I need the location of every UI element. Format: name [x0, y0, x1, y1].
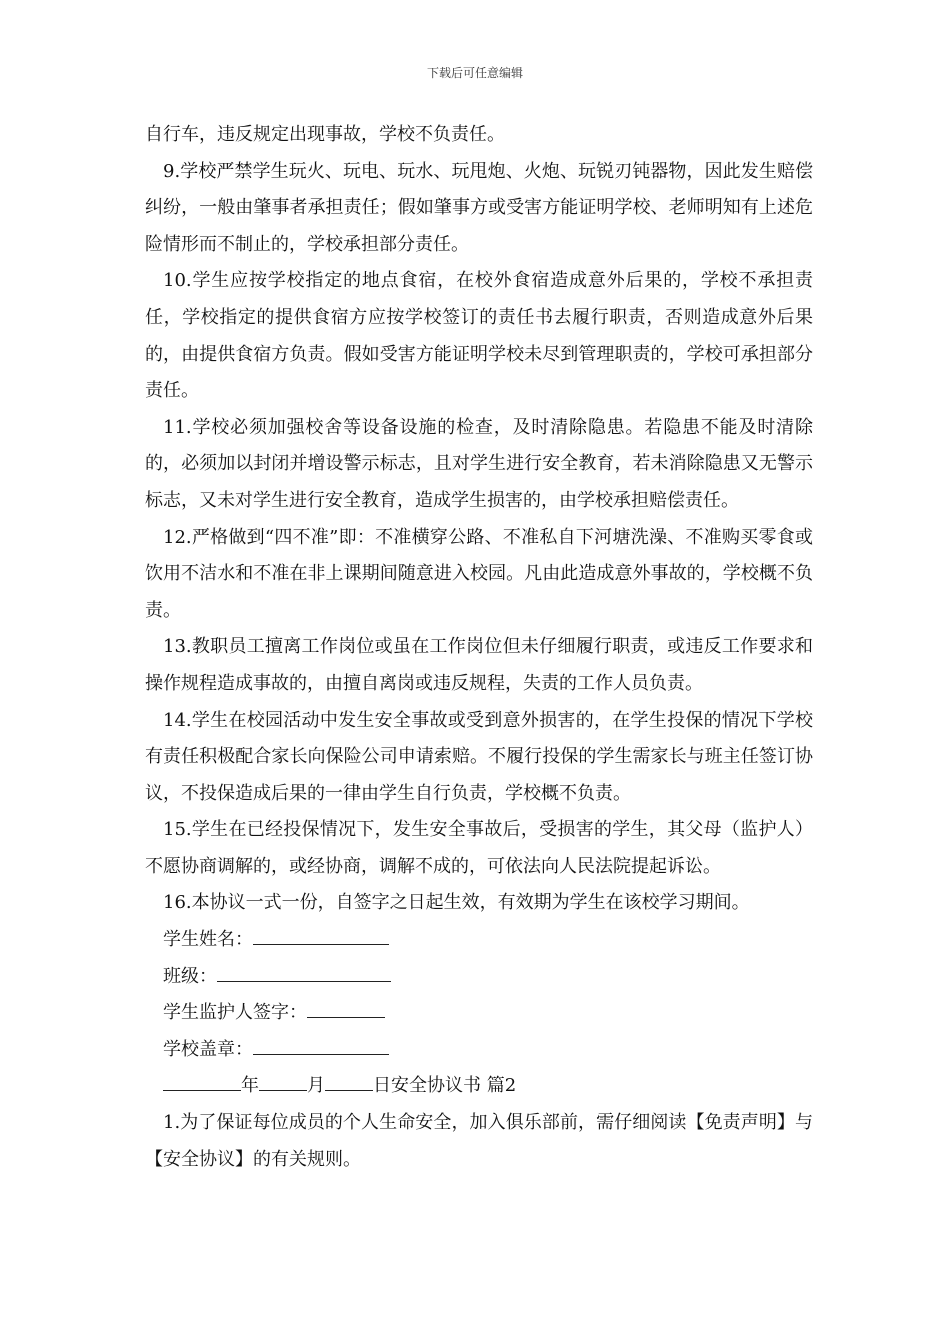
school-seal-blank[interactable] — [253, 1034, 389, 1055]
student-name-label: 学生姓名： — [163, 929, 253, 951]
day-blank[interactable] — [325, 1070, 373, 1091]
guardian-sign-blank[interactable] — [307, 997, 385, 1018]
month-blank[interactable] — [259, 1070, 307, 1091]
paragraph-item-14: 14.学生在校园活动中发生安全事故或受到意外损害的，在学生投保的情况下学校有责任积极配合家长向保险公司申请索赔。不履行投保的学生需家长与班主任签订协议，不投保造成后果的一律由学生自行负责，学校概不负责。 — [145, 709, 813, 804]
date-line — [145, 1068, 813, 1105]
guardian-sign-field — [145, 995, 813, 1032]
paragraph-item-11: 11.学校必须加强校舍等设备设施的检查，及时清除隐患。若隐患不能及时清除的，必须加以封闭并增设警示标志，且对学生进行安全教育，若未消除隐患又无警示标志，又未对学生进行安全教育，造成学生损害的，由学校承担赔偿责任。 — [145, 416, 813, 511]
year-blank[interactable] — [163, 1070, 241, 1091]
paragraph-item-13: 13.教职员工擅离工作岗位或虽在工作岗位但未仔细履行职责，或违反工作要求和操作规程造成事故的，由擅自离岗或违反规程，失责的工作人员负责。 — [145, 636, 813, 694]
paragraph-item-16: 16.本协议一式一份，自签字之日起生效，有效期为学生在该校学习期间。 — [163, 892, 750, 914]
day-and-section-title: 日安全协议书 篇2 — [373, 1075, 517, 1097]
class-field — [145, 959, 813, 996]
guardian-sign-label: 学生监护人签字： — [163, 1002, 307, 1024]
paragraph-section2-item-1: 1.为了保证每位成员的个人生命安全，加入俱乐部前，需仔细阅读【免责声明】与【安全协议】的有关规则。 — [145, 1112, 813, 1170]
paragraph-item-15: 15.学生在已经投保情况下，发生安全事故后，受损害的学生，其父母（监护人）不愿协商调解的，或经协商，调解不成的，可依法向人民法院提起诉讼。 — [145, 819, 813, 877]
document-body — [145, 117, 813, 1178]
paragraph-item-9: 9.学校严禁学生玩火、玩电、玩水、玩甩炮、火炮、玩锐刃钝器物，因此发生赔偿纠纷，一般由肇事者承担责任；假如肇事方或受害方能证明学校、老师明知有上述危险情形而不制止的，学校承担部分责任。 — [145, 160, 813, 255]
class-label: 班级： — [163, 965, 217, 987]
paragraph-item-10: 10.学生应按学校指定的地点食宿，在校外食宿造成意外后果的，学校不承担责任，学校指定的提供食宿方应按学校签订的责任书去履行职责，否则造成意外后果的，由提供食宿方负责。假如受害方能证明学校未尽到管理职责的，学校可承担部分责任。 — [145, 270, 813, 402]
student-name-blank[interactable] — [253, 924, 389, 945]
school-seal-field — [145, 1032, 813, 1069]
month-label: 月 — [307, 1075, 325, 1097]
paragraph-item-12: 12.严格做到“四不准”即：不准横穿公路、不准私自下河塘洗澡、不准购买零食或饮用不洁水和不准在非上课期间随意进入校园。凡由此造成意外事故的，学校概不负责。 — [145, 526, 813, 621]
class-blank[interactable] — [217, 961, 391, 982]
student-name-field — [145, 922, 813, 959]
school-seal-label: 学校盖章： — [163, 1038, 253, 1060]
paragraph-continuation: 自行车，违反规定出现事故，学校不负责任。 — [145, 124, 505, 145]
year-label: 年 — [241, 1075, 259, 1097]
page-header-note: 下载后可任意编辑 — [426, 66, 523, 80]
